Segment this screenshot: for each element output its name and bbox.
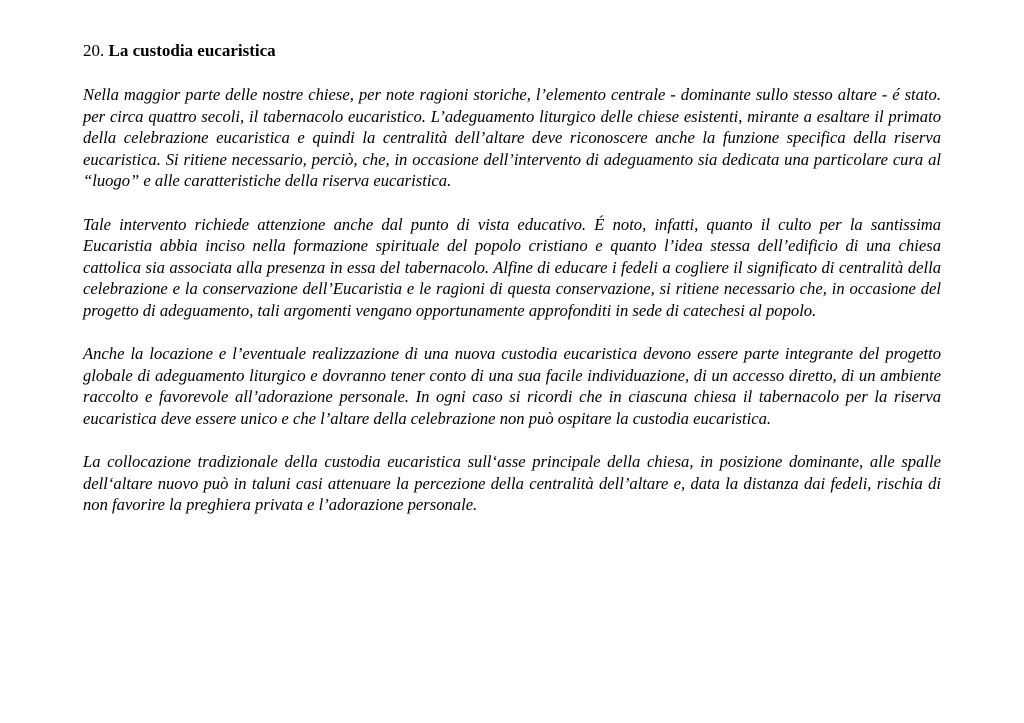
paragraph-3: Anche la locazione e l’eventuale realizzazione di una nuova custodia eucaristica devono essere parte integrante del progetto globale di adeguamento liturgico e dovranno tener conto di una sua facile individuazione, di un accesso diretto, di un ambiente raccolto e favorevole all’adorazione personale. In ogni caso si ricordi che in ciascuna chiesa il tabernacolo per la riserva eucaristica deve essere unico e che l’altare della celebrazione non può ospitare la custodia eucaristica.	[83, 344, 941, 428]
paragraph-4: La collocazione tradizionale della custodia eucaristica sull‘asse principale della chiesa, in posizione dominante, alle spalle dell‘altare nuovo può in taluni casi attenuare la percezione della centralità dell’altare e, data la distanza dai fedeli, rischia di non favorire la preghiera privata e l’adorazione personale.	[83, 452, 941, 515]
paragraph-1: Nella maggior parte delle nostre chiese, per note ragioni storiche, l’elemento centrale - dominante sullo stesso altare - é stato. per circa quattro secoli, il tabernacolo eucaristico. L’adeguamento liturgico delle chiese esistenti, mirante a esaltare il primato della celebrazione eucaristica e quindi la centralità dell’altare deve riconoscere anche la funzione specifica della riserva eucaristica. Si ritiene necessario, perciò, che, in occasione dell’intervento di adeguamento sia dedicata una particolare cura al “luogo” e alle caratteristiche della riserva eucaristica.	[83, 85, 941, 191]
document-page	[83, 40, 941, 537]
paragraph-2: Tale intervento richiede attenzione anche dal punto di vista educativo. É noto, infatti, quanto il culto per la santissima Eucaristia abbia inciso nella formazione spirituale del popolo cristiano e quanto l’idea stessa dell’edificio di una chiesa cattolica sia associata alla presenza in essa del tabernacolo. Alfine di educare i fedeli a cogliere il significato di centralità della celebrazione e la conservazione dell’Eucaristia e le ragioni di questa conservazione, si ritiene necessario che, in occasione del progetto di adeguamento, tali argomenti vengano opportunamente approfonditi in sede di catechesi al popolo.	[83, 214, 941, 320]
section-number: 20.	[83, 41, 105, 60]
section-title: La custodia eucaristica	[108, 41, 276, 60]
section-heading	[83, 40, 941, 62]
